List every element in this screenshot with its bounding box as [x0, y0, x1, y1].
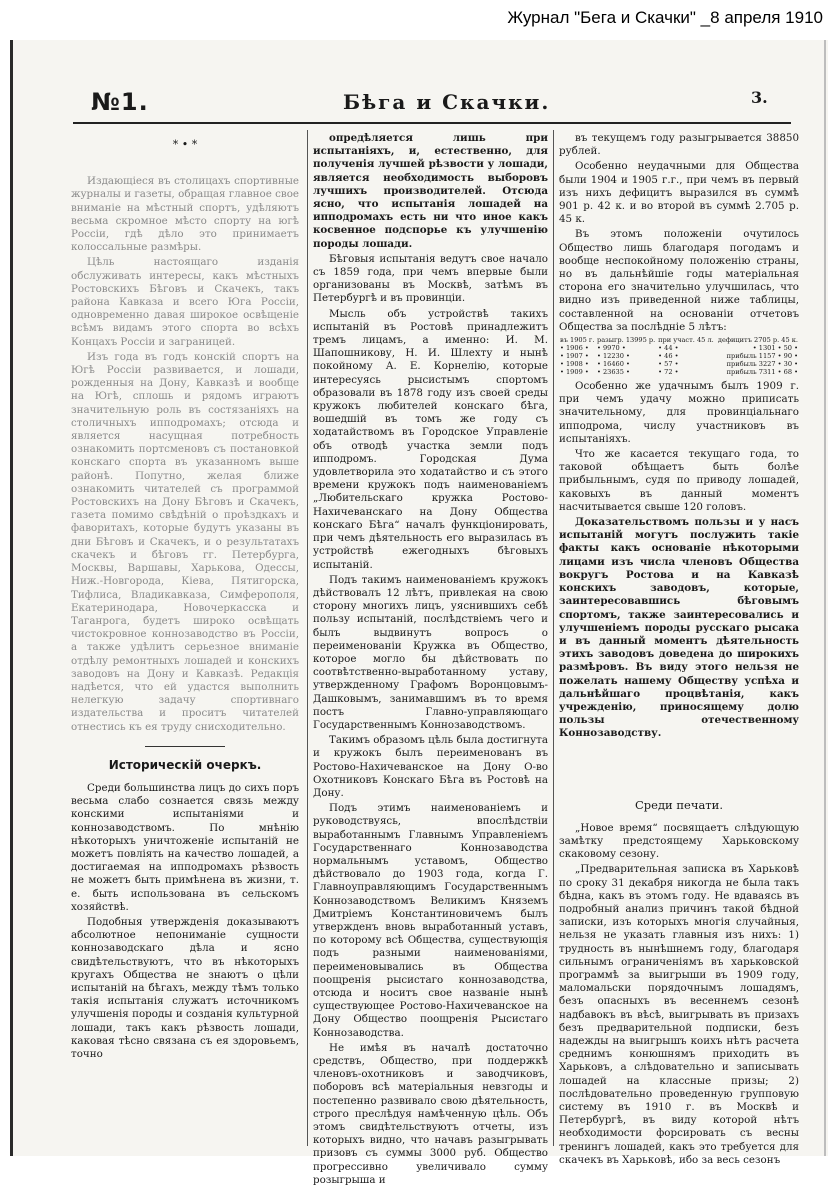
- table-cell: • 12230 •: [596, 352, 630, 361]
- table-cell: • 9970 •: [596, 344, 626, 353]
- intro-paragraph: Цѣль настоящаго изданiя обслуживать интересы, какъ мѣстныхъ Ростовскихъ Бѣговъ и Скачекъ, такъ района Кавказа и всего Юга Россiи, одновременно давая широкое освѣщенiе всѣмъ видамъ этого спорта во всѣхъ Концахъ Россiи и заграницей.: [71, 256, 299, 348]
- history-paragraph: Подобныя утвержденiя доказываютъ абсолютное непониманiе сущности коннозаводскаго дѣла и ясно свидѣтельствуютъ, что въ нѣкоторыхъ кругахъ Общества не знаютъ о цѣли испытанiй на бѣгахъ, между тѣмъ только такiя испытанiя служатъ источникомъ улучшенiя породы и созданiя культурной лошади, такъ какъ рѣзвость лошади, каковая тѣсно связана съ ея здоровьемъ, точно: [71, 915, 299, 1060]
- table-cell: • 57 •: [658, 360, 679, 369]
- table-row: [559, 352, 799, 360]
- table-cell: прибыль 3227 • 30 •: [726, 360, 798, 369]
- newspaper-page: [10, 40, 828, 1186]
- table-cell: въ 1905 г.: [560, 336, 595, 345]
- spacer: [559, 743, 799, 791]
- column-1: [71, 132, 299, 1144]
- column-2: [313, 132, 548, 1186]
- article-paragraph: опредѣляется лишь при испытанiяхъ, и, естественно, для полученiя лучшей рѣзвости у лошади, является необходимость выборовъ лучшихъ производителей. Отсюда ясно, что испытанiя лошадей на ипподромахъ есть ни что иное какъ косвенное подспорье къ улучшенiю породы лошади.: [313, 132, 548, 250]
- page-number: 3.: [751, 88, 768, 107]
- history-paragraph: Среди большинства лицъ до сихъ поръ весьма слабо сознается связь между конскими испытанiями и коннозаводствомъ. По мнѣнiю нѣкоторыхъ уничтоженiе испытанiй не можетъ повлiять на качество лошадей, а достигаемая на ипподромахъ рѣзвость не можетъ быть примѣнена въ жизни, т. е. быть использована въ сельскомъ хозяйствѣ.: [71, 781, 299, 913]
- press-paragraph: „Предварительная записка въ Харьковѣ по сроку 31 декабря никогда не была такъ бѣдна, какъ въ этомъ году. Не вдаваясь въ подробный анализ причинъ такой бѣдной записки, изъ которыхъ многiя случайныя, нельзя не указать главныя изъ нихъ: 1) трудность въ нынѣшнемъ году, благодаря сильнымъ ограниченiямъ въ харьковской программѣ за выигрыши въ 1909 году, маломальски порядочнымъ лошадямъ, безъ опасныхъ въ весеннемъ сезонѣ надбавокъ въ вѣсѣ, выигрывать въ призахъ безъ предварительной подписки, безъ надежды на выигрышъ коихъ нѣтъ расчета среднимъ конюшнямъ приходить въ Харьковъ, а слѣдовательно и записывать лошадей на классные призы; 2) послѣдовательно проведенную групповую систему въ 1910 г. въ Москвѣ и Петербургѣ, въ виду которой нѣтъ необходимости форсировать съ весны тренингъ лошадей, какъ это требуется для скачекъ въ Харьковѣ, ибо за весь сезонъ: [559, 863, 799, 1166]
- press-paragraph: „Новое время“ посвящаетъ слѣдующую замѣтку предстоящему Харьковскому скаковому сезону.: [559, 821, 799, 861]
- table-cell: • 1908 •: [560, 360, 589, 369]
- table-cell: при участ. 45 л.: [658, 336, 714, 345]
- section-title: Историческiй очеркъ.: [108, 757, 262, 772]
- article-paragraph: Въ этомъ положенiи очутилось Общество лишь благодаря погодамъ и вообще неспокойному положенiю страны, но въ дальнѣйшiе годы матерiальная сторона его значительно улучшилась, что видно изъ приведенной ниже таблицы, составленной на основанiи отчетовъ Общества за послѣднiе 5 лѣтъ:: [559, 228, 799, 333]
- table-cell: • 46 •: [658, 352, 679, 361]
- article-paragraph: Бѣговыя испытанiя ведутъ свое начало съ 1859 года, при чемъ впервые были организованы въ Москвѣ, затѣмъ въ Петербургѣ и въ провинцiи.: [313, 252, 548, 305]
- table-cell: • 1909 •: [560, 368, 589, 377]
- table-cell: прибыль 1157 • 90 •: [726, 352, 798, 361]
- header-rule: [73, 122, 791, 124]
- article-paragraph: Не имѣя въ началѣ достаточно средствъ, Общество, при поддержкѣ членовъ-охотниковъ и заводчиковъ, поборовъ всѣ матерiальныя невзгоды и постепенно развивало свою дѣятельность, строго преслѣдуя намѣченную цѣль. Объ этомъ свидѣтельствуютъ отчеты, изъ которыхъ видно, что начавъ разыгрывать призовъ съ суммы 3000 руб. Общество прогрессивно увеличивало сумму розыгрыша и: [313, 1041, 548, 1186]
- table-cell: • 16460 •: [596, 360, 630, 369]
- table-cell: • 44 •: [658, 344, 679, 353]
- table-cell: прибыль 7311 • 68 •: [726, 368, 798, 377]
- finance-table: [559, 336, 799, 376]
- article-paragraph: Особенно же удачнымъ былъ 1909 г. при чемъ удачу можно приписать значительному, для провинцiальнаго ипподрома, числу участниковъ въ испытанiяхъ.: [559, 380, 799, 445]
- article-paragraph: Подъ такимъ наименованiемъ кружокъ дѣйствовалъ 12 лѣтъ, привлекая на свою сторону многихъ лицъ, уяснившихъ себѣ пользу испытанiй, послѣдствiемъ чего и былъ выдвинутъ вопросъ о переименованiи Кружка въ Общество, которое могло бы дѣйствовать по соотвѣтственно-выработанному уставу, утвержденному Графомъ Воронцовымъ-Дашковымъ, занимавшимъ въ то время постъ Главно-управляющаго Государственнымъ Коннозаводствомъ.: [313, 573, 548, 731]
- table-cell: дефицитъ 2705 р. 45 к.: [717, 336, 798, 345]
- column-divider: [553, 130, 554, 1146]
- article-paragraph: въ текущемъ году разыгрывается 38850 рублей.: [559, 132, 799, 158]
- article-paragraph: Подъ этимъ наименованiемъ и руководствуясь, впослѣдствiи выработаннымъ Главнымъ Управленiемъ Государственнаго Коннозаводства нормальнымъ уставомъ, Общество дѣйствовало до 1903 года, когда Г. Главноуправляющимъ Государственнымъ Коннозаводствомъ Великимъ Княземъ Дмитрiемъ Константиновичемъ былъ утвержденъ вновь выработанный уставъ, по которому всѣ Общества, существующiя подъ разными наименованiями, переименовывались въ Общества поощренiя рысистаго коннозаводства, отсюда и носитъ свое названiе нынѣ существующее Ростово-Нахичеванское на Дону Общество поощренiя Рысистаго Коннозаводства.: [313, 802, 548, 1039]
- table-row: [559, 368, 799, 376]
- archive-caption: Журнал "Бега и Скачки" _8 апреля 1910: [507, 8, 823, 27]
- table-cell: • 23635 •: [596, 368, 630, 377]
- masthead-title: Бѣга и Скачки.: [343, 90, 551, 114]
- ornament: * • *: [172, 138, 198, 151]
- table-cell: • 72 •: [658, 368, 679, 377]
- intro-paragraph: Изъ года въ годъ конскiй спортъ на Югѣ Россiи развивается, и лошади, рожденныя на Дону, Кавказѣ и вообще на Югѣ, сплошь и рядомъ играютъ значительную роль въ состязанiяхъ на столичныхъ ипподромахъ; отсюда и является насущная потребность ознакомить портсменовъ съ постановкой конскаго спорта въ указанномъ выше районѣ. Попутно, желая ближе ознакомить читателей съ программой Ростовскихъ на Дону Бѣговъ и Скачекъ, газета помимо свѣдѣнiй о проѣздкахъ и фаворитахъ, которые будутъ указаны въ дни Бѣговъ и Скачекъ, и о результатахъ скачекъ и бѣговъ гг. Петербурга, Москвы, Варшавы, Харькова, Одессы, Ниж.-Новгорода, Кiева, Пятигорска, Тифлиса, Владикавказа, Симферополя, Екатеринодара, Новочеркасска и Таганрога, будетъ широко освѣщать чистокровное коннозаводство въ Россiи, а также удѣлитъ серьезное вниманiе отдѣлу ремонтныхъ лошадей и конскихъ заводовъ на Дону и Кавказѣ. Редакцiя надѣется, что ей удастся выполнить нелегкую задачу спортивнаго издательства и проситъ читателей отнестись къ ея труду снисходительно.: [71, 350, 299, 733]
- section-separator: [145, 746, 225, 747]
- issue-number: №1.: [91, 88, 149, 116]
- page-edge: [824, 40, 826, 1156]
- column-divider: [307, 130, 308, 1146]
- press-section-title: Среди печати.: [635, 797, 723, 812]
- column-3: [559, 132, 799, 1166]
- article-paragraph: Мысль объ устройствѣ такихъ испытанiй въ Ростовѣ принадлежитъ тремъ лицамъ, а именно: И. М. Шапошникову, Н. И. Шлехту и нынѣ покойному А. Е. Корнелiю, которые интересуясь рысистымъ спортомъ образовали въ 1878 году изъ своей среды кружокъ любителей конскаго бѣга, вошедшiй въ томъ же году съ ходатайствомъ въ Городское Управленiе объ отводѣ участка земли подъ ипподромъ. Городская Дума удовлетворила это ходатайство и съ этого времени кружокъ подъ наименованiемъ „Любительскаго кружка Ростово-Нахичеванскаго на Дону Общества конскаго Бѣга“ началъ функцiонировать, при чемъ дѣятельность его выразилась въ устройствѣ ежегодныхъ бѣговыхъ испытанiй.: [313, 307, 548, 571]
- article-paragraph: Такимъ образомъ цѣль была достигнута и кружокъ былъ переименованъ въ Ростово-Нахичеванское на Дону О-во Охотниковъ Конскаго Бѣга въ Ростовѣ на Дону.: [313, 734, 548, 799]
- intro-paragraph: Издающiеся въ столицахъ спортивные журналы и газеты, обращая главное свое вниманiе на мѣстный спортъ, удѣляютъ весьма скромное мѣсто спорту на югѣ Россiи, гдѣ дѣло это принимаетъ колоссальные размѣры.: [71, 175, 299, 254]
- table-row: [559, 344, 799, 352]
- table-cell: разыгр. 13995 р.: [596, 336, 656, 345]
- article-paragraph: Что же касается текущаго года, то таковой обѣщаетъ быть болѣе прибыльнымъ, судя по приводу лошадей, каковыхъ въ данный моментъ насчитывается свыше 120 головъ.: [559, 448, 799, 513]
- table-cell: • 1906 •: [560, 344, 589, 353]
- table-row: [559, 360, 799, 368]
- table-row: [559, 336, 799, 344]
- table-cell: • 1301 • 50 •: [752, 344, 798, 353]
- article-paragraph: Особенно неудачными для Общества были 1904 и 1905 г.г., при чемъ въ первый изъ нихъ дефицитъ выразился въ суммѣ 901 р. 42 к. и во второй въ суммѣ 2.705 р. 45 к.: [559, 160, 799, 226]
- table-cell: • 1907 •: [560, 352, 589, 361]
- article-paragraph: Доказательствомъ пользы и у насъ испытанiй могутъ послужить такiе факты какъ основанiе нѣкоторыми лицами изъ числа членовъ Общества вокругъ Ростова и на Кавказѣ конскихъ заводовъ, которые, заинтересовавшись бѣговымъ спортомъ, также заинтересовались и улучшенiемъ породы русскаго рысака и въ данный моментъ дѣятельность этихъ заводовъ доведена до широкихъ размѣровъ. Въ виду этого нельзя не пожелать нашему Обществу успѣха и дальнѣйшаго процвѣтанiя, какъ учрежденiю, приносящему долю пользы отечественному Коннозаводству.: [559, 516, 799, 740]
